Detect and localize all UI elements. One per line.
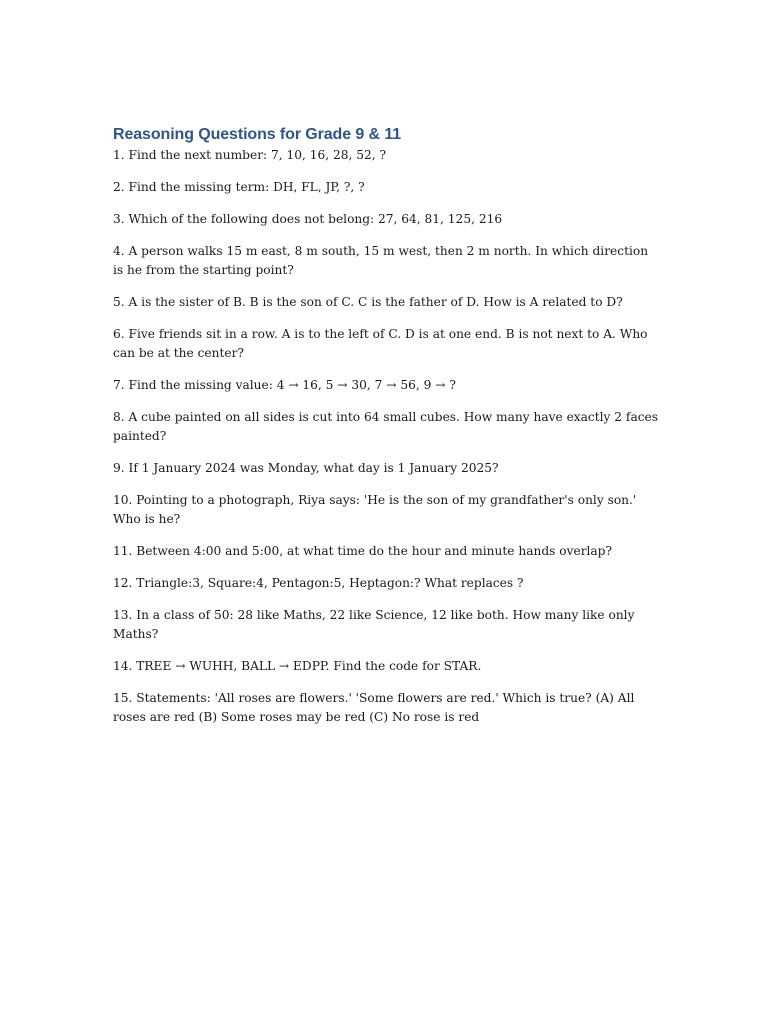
document-page <box>113 124 658 740</box>
question-list <box>113 146 658 726</box>
question-5: 5. A is the sister of B. B is the son of C. C is the father of D. How is A related to D? <box>113 295 623 310</box>
question-6: 6. Five friends sit in a row. A is to the left of C. D is at one end. B is not next to A. Who can be at the center? <box>113 327 648 360</box>
question-12: 12. Triangle:3, Square:4, Pentagon:5, Heptagon:? What replaces ? <box>113 575 524 590</box>
question-8: 8. A cube painted on all sides is cut into 64 small cubes. How many have exactly 2 faces painted? <box>113 410 659 443</box>
question-9: 9. If 1 January 2024 was Monday, what day is 1 January 2025? <box>113 460 499 475</box>
question-1: 1. Find the next number: 7, 10, 16, 28, 52, ? <box>113 148 387 162</box>
question-3: 3. Which of the following does not belong: 27, 64, 81, 125, 216 <box>113 212 503 227</box>
question-15: 15. Statements: 'All roses are flowers.' 'Some flowers are red.' Which is true? (A) All roses are red (B) Some roses may be red (C) No rose is red <box>113 690 635 724</box>
question-2: 2. Find the missing term: DH, FL, JP, ?, ? <box>113 180 365 195</box>
question-13: 13. In a class of 50: 28 like Maths, 22 like Science, 12 like both. How many like only Maths? <box>113 607 635 641</box>
document-title: Reasoning Questions for Grade 9 & 11 <box>113 126 402 143</box>
question-11: 11. Between 4:00 and 5:00, at what time do the hour and minute hands overlap? <box>113 543 613 558</box>
question-14: 14. TREE → WUHH, BALL → EDPP. Find the code for STAR. <box>113 658 482 673</box>
question-7: 7. Find the missing value: 4 → 16, 5 → 30, 7 → 56, 9 → ? <box>113 377 456 392</box>
question-4: 4. A person walks 15 m east, 8 m south, 15 m west, then 2 m north. In which direction is he from the starting point? <box>113 244 649 277</box>
question-10: 10. Pointing to a photograph, Riya says: 'He is the son of my grandfather's only son.' Who is he? <box>113 492 637 526</box>
